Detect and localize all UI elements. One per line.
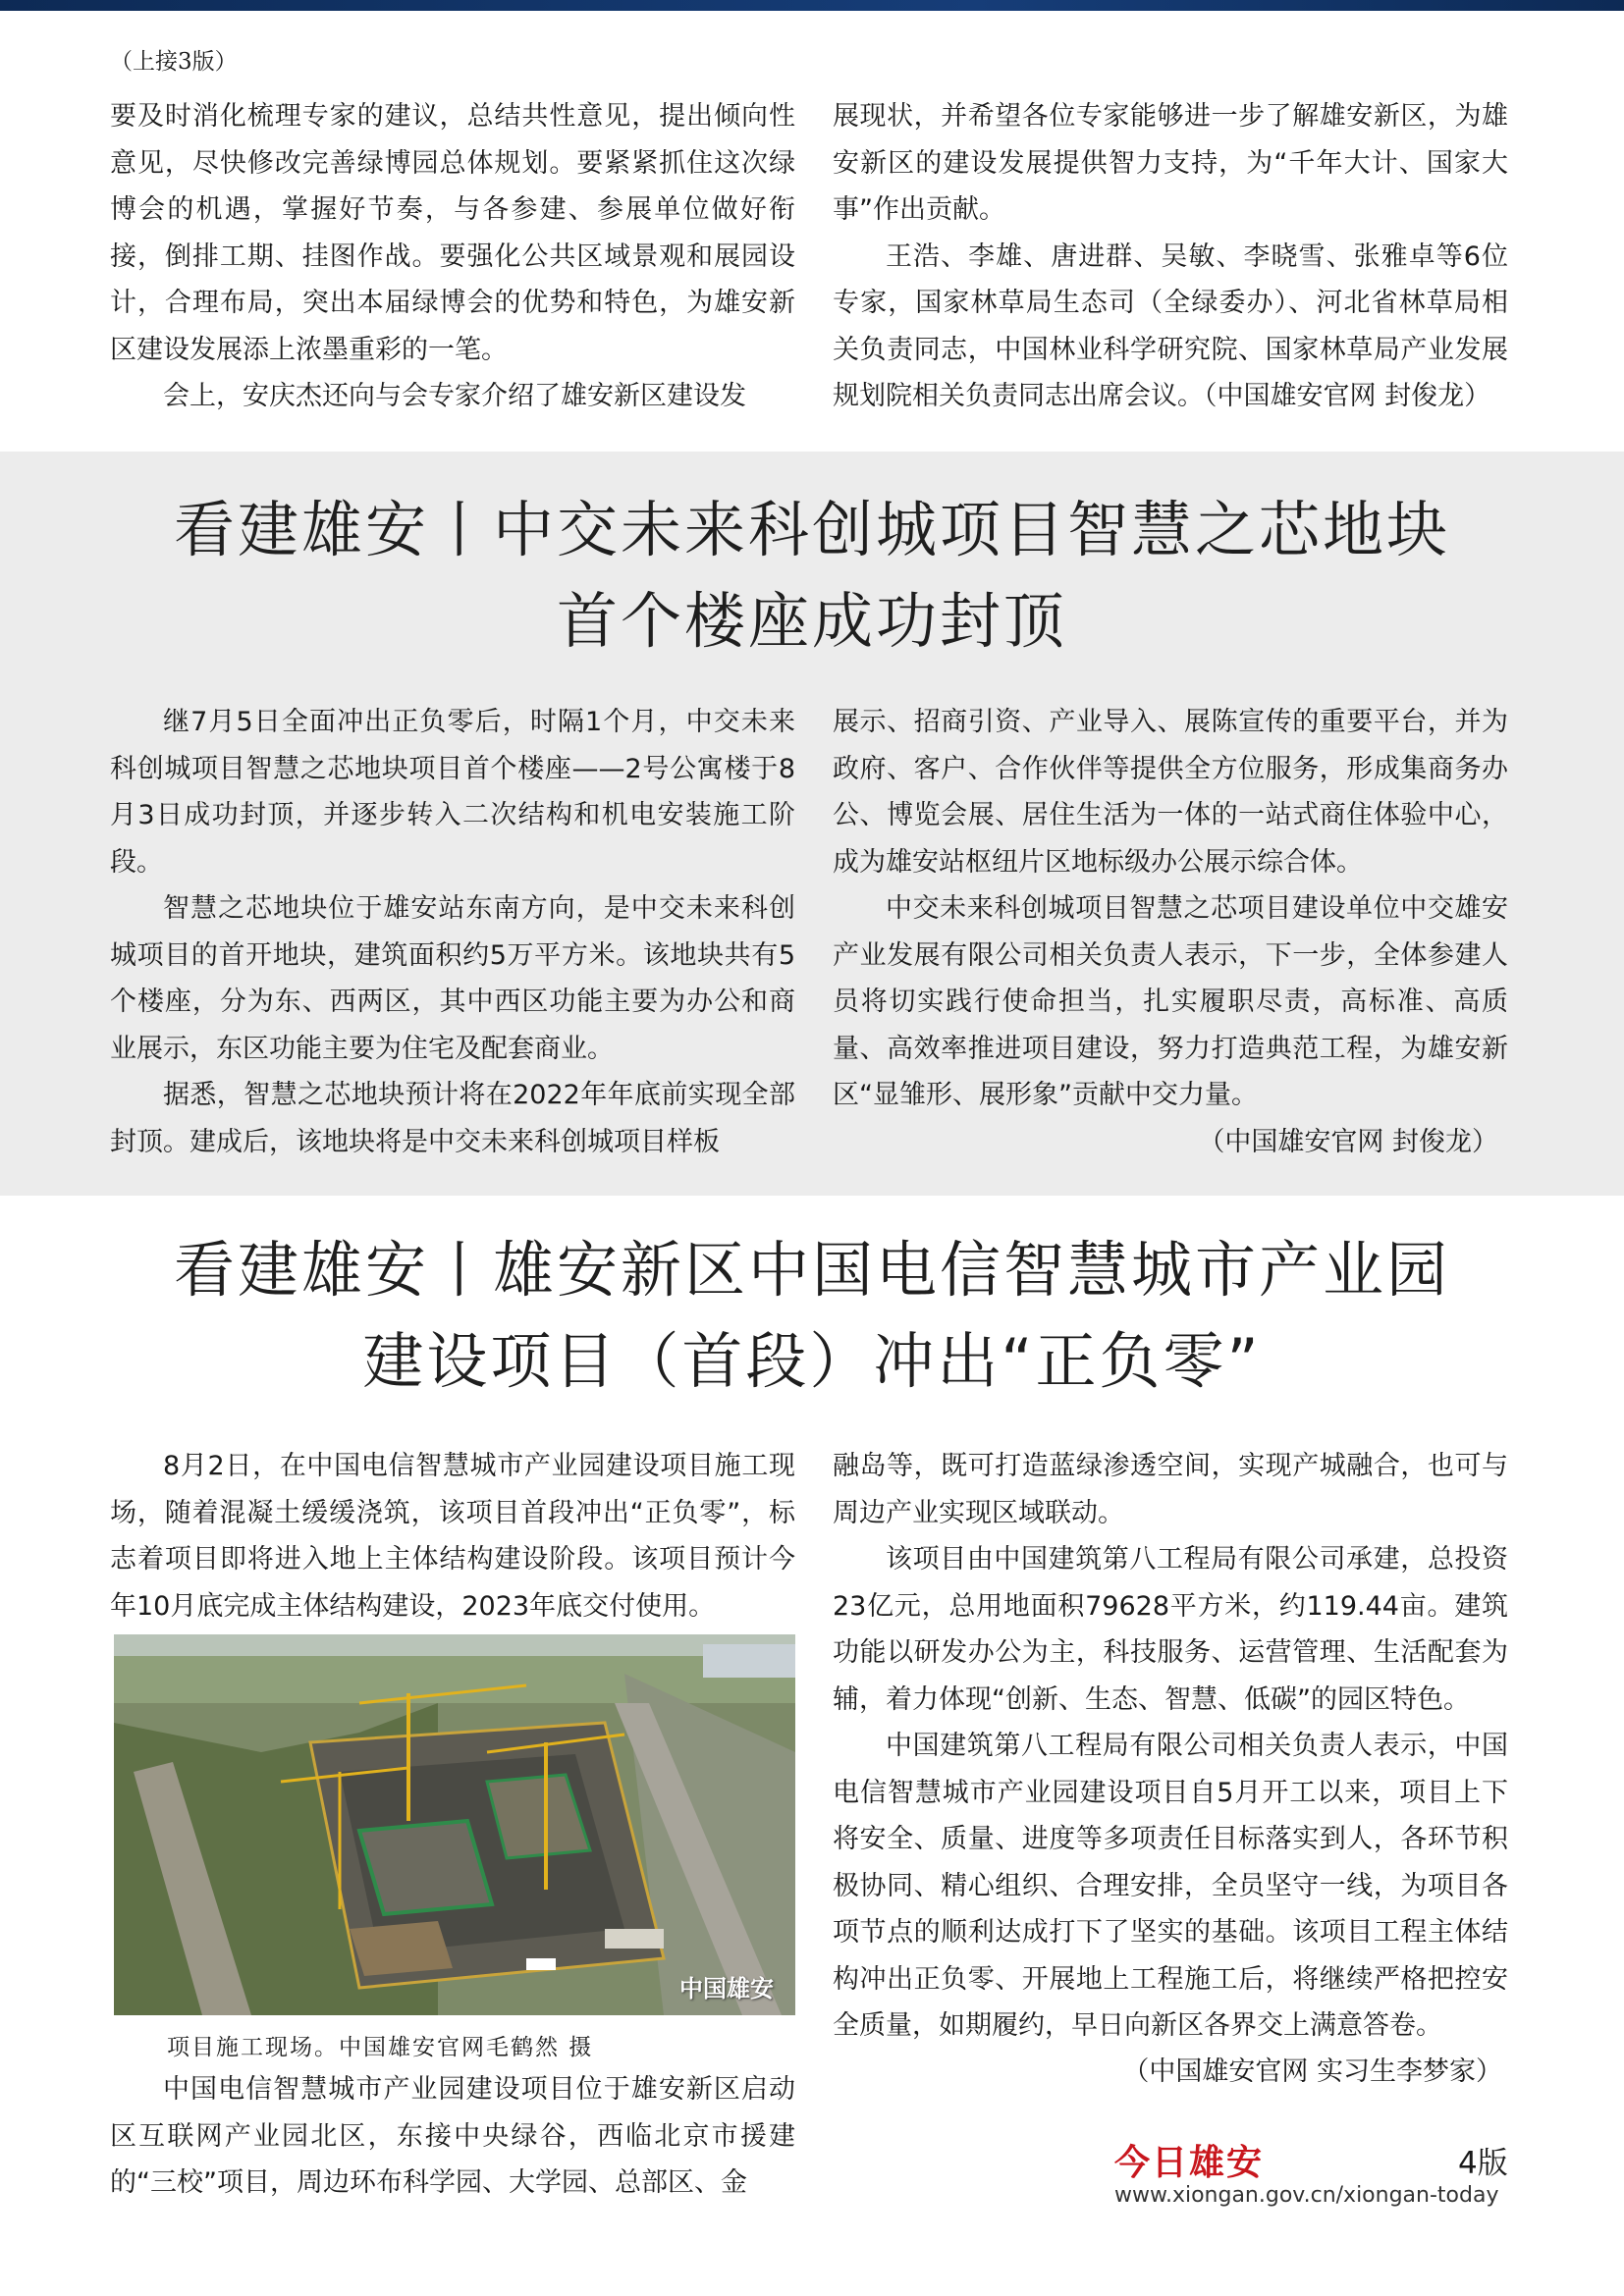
article2-right-column xyxy=(833,699,1508,1165)
article3-title-line1: 看建雄安丨雄安新区中国电信智慧城市产业园 xyxy=(173,1234,1450,1306)
top-bar xyxy=(0,0,1624,11)
article2-title-line2: 首个楼座成功封顶 xyxy=(556,585,1067,657)
construction-site-illustration xyxy=(114,1634,795,2015)
paragraph: 据悉，智慧之芯地块预计将在2022年年底前实现全部封顶。建成后，该地块将是中交未来科创城项目样板 xyxy=(110,1080,795,1157)
footer-url[interactable]: www.xiongan.gov.cn/xiongan-today xyxy=(1114,2183,1499,2208)
article3-right-column xyxy=(833,1443,1508,2050)
paragraph: 要及时消化梳理专家的建议，总结共性意见，提出倾向性意见，尽快修改完善绿博园总体规划。要紧紧抓住这次绿博会的机遇，掌握好节奏，与各参建、参展单位做好衔接，倒排工期、挂图作战。要强化公共区域景观和展园设计，合理布局，突出本届绿博会的优势和特色，为雄安新区建设发展添上浓墨重彩的一笔。 xyxy=(110,101,795,365)
paragraph: 智慧之芯地块位于雄安站东南方向，是中交未来科创城项目的首开地块，建筑面积约5万平方米。该地块共有5个楼座，分为东、西两区，其中西区功能主要为办公和商业展示，东区功能主要为住宅及配套商业。 xyxy=(110,893,795,1064)
article2-title-line1: 看建雄安丨中交未来科创城项目智慧之芯地块 xyxy=(173,494,1450,565)
article3-left-column-top xyxy=(110,1443,795,1629)
paragraph: 中国电信智慧城市产业园建设项目位于雄安新区启动区互联网产业园北区，东接中央绿谷，西临北京市援建的“三校”项目，周边环布科学园、大学园、总部区、金 xyxy=(110,2074,795,2198)
article2-left-column xyxy=(110,699,795,1165)
article3-byline: （中国雄安官网 实习生李梦家） xyxy=(1122,2056,1502,2087)
article1-left-column xyxy=(110,93,795,420)
paragraph: 会上，安庆杰还向与会专家介绍了雄安新区建设发 xyxy=(163,381,746,411)
paragraph: 融岛等，既可打造蓝绿渗透空间，实现产城融合，也可与周边产业实现区域联动。 xyxy=(833,1451,1508,1528)
paragraph: 中国建筑第八工程局有限公司相关负责人表示，中国电信智慧城市产业园建设项目自5月开工以来，项目上下将安全、质量、进度等多项责任目标落实到人，各环节积极协同、精心组织、合理安排，全员坚守一线，为项目各项节点的顺利达成打下了坚实的基础。该项目工程主体结构冲出正负零、开展地上工程施工后，将继续严格把控安全质量，如期履约，早日向新区各界交上满意答卷。 xyxy=(833,1731,1508,2041)
paragraph: 展示、招商引资、产业导入、展陈宣传的重要平台，并为政府、客户、合作伙伴等提供全方位服务，形成集商务办公、博览会展、居住生活为一体的一站式商住体验中心，成为雄安站枢纽片区地标级办公展示综合体。 xyxy=(833,707,1508,878)
photo-watermark: 中国雄安 xyxy=(679,1974,774,2002)
paragraph: 展现状，并希望各位专家能够进一步了解雄安新区，为雄安新区的建设发展提供智力支持，为“千年大计、国家大事”作出贡献。 xyxy=(833,101,1508,225)
paragraph: 该项目由中国建筑第八工程局有限公司承建，总投资23亿元，总用地面积79628平方米，约119.44亩。建筑功能以研发办公为主，科技服务、运营管理、生活配套为辅，着力体现“创新、生态、智慧、低碳”的园区特色。 xyxy=(833,1544,1508,1715)
paragraph: 8月2日，在中国电信智慧城市产业园建设项目施工现场，随着混凝土缓缓浇筑，该项目首段冲出“正负零”，标志着项目即将进入地上主体结构建设阶段。该项目预计今年10月底完成主体结构建设，2023年底交付使用。 xyxy=(110,1451,795,1622)
paragraph: 王浩、李雄、唐进群、吴敏、李晓雪、张雅卓等6位专家，国家林草局生态司（全绿委办）、河北省林草局相关负责同志，中国林业科学研究院、国家林草局产业发展规划院相关负责同志出席会议。（中国雄安官网 封俊龙） xyxy=(833,240,1508,411)
paragraph: 中交未来科创城项目智慧之芯项目建设单位中交雄安产业发展有限公司相关负责人表示，下一步，全体参建人员将切实践行使命担当，扎实履职尽责，高标准、高质量、高效率推进项目建设，努力打造典范工程，为雄安新区“显雏形、展形象”贡献中交力量。 xyxy=(833,893,1508,1110)
photo-caption: 项目施工现场。中国雄安官网毛鹤然 摄 xyxy=(167,2035,594,2060)
footer-brand: 今日雄安 xyxy=(1114,2142,1265,2183)
article3-title-line2: 建设项目（首段）冲出“正负零” xyxy=(362,1325,1262,1397)
construction-site-photo xyxy=(114,1634,795,2015)
page-number: 4版 xyxy=(1458,2146,1508,2181)
continued-label: （上接3版） xyxy=(110,49,238,75)
article1-right-column xyxy=(833,93,1508,420)
article2-byline: （中国雄安官网 封俊龙） xyxy=(1198,1126,1498,1157)
article3-left-column-bottom xyxy=(110,2066,795,2207)
paragraph: 继7月5日全面冲出正负零后，时隔1个月，中交未来科创城项目智慧之芯地块项目首个楼座——2号公寓楼于8月3日成功封顶，并逐步转入二次结构和机电安装施工阶段。 xyxy=(110,707,795,878)
